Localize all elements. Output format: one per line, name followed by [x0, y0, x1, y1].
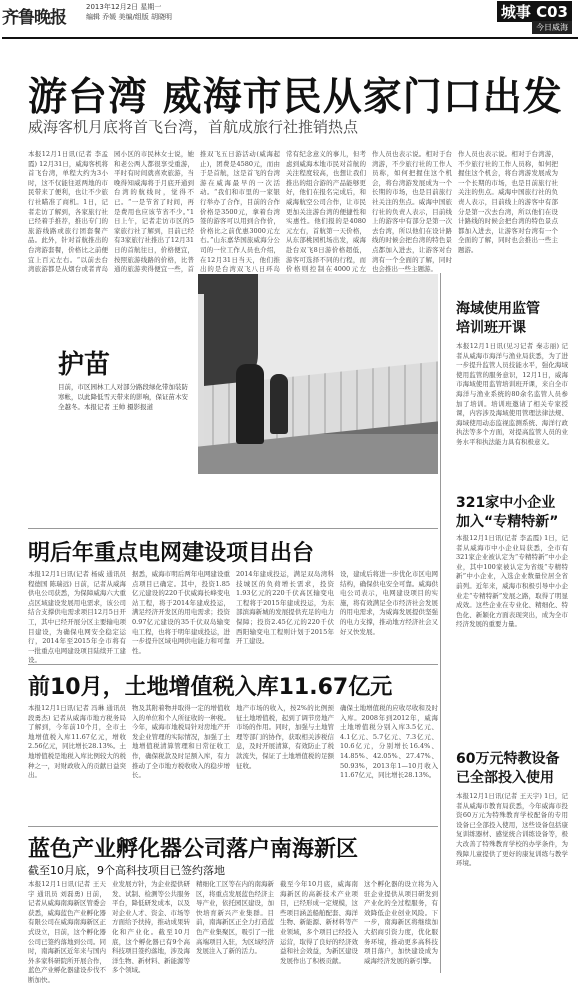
article3-column-1: 本报12月1日讯(记者 冯琳 通讯员 段勇杰) 记者从威海市地方税务局了解到，今年前10个月，全市土地增值税入库11.67亿元，增收2.56亿元，同比增长28.13%。土地增值税是地税入库比例较大的税种之一，对财政收入的贡献日益突出。: [28, 704, 126, 780]
photo-caption-text: 目前，市区园林工人对部分路段绿化带加装防寒帐，以此降低雪天带来的影响，保证苗木安全越冬。本报记者 王帅 摄影报道: [58, 383, 188, 411]
article2-column-4: 设，建成后将进一步优化市区电网结构，确保供电安全可靠。威海供电公司表示，电网建设项目的实施，将有效满足全市经济社会发展的用电需求，为威海发展提供坚强的电力支撑，推动地方经济社会又好又快发展。: [340, 570, 438, 636]
article2-column-1: 本报12月1日讯(记者 杨威 通讯员 程德国 陈瑞远) 日前，记者从威海供电公司获悉，为保障威海六大重点区域建设发展用电需求，该公司结合支撑供电需求项目12月5日开工，其中已经开展分区主要输电项目建设，为确保电网安全稳定运行，2014年至2015年全市将有一批重点电网建设项目陆续开工建设。: [28, 570, 126, 665]
article4-column-2: 业发展方针，为企业提供研发、试制、检测等公共服务平台，降低研发成本，以及对企业人才、资金、市场等方面给予扶持，推动成果转化和产业化。截至10月底，这个孵化器已有9个高科技项目签约落地，涉及海洋生物、新材料、新能源等多个领域。: [112, 880, 190, 975]
article2-headline: 明后年重点电网建设项目出台: [28, 541, 315, 566]
masthead: [0, 0, 580, 36]
article3-column-3: 地产市场的收入，按2%的比例预征土地增值税，起到了调节房地产市场的作用。同时，加强与土地管理等部门的协作，获取相关涉税信息，及时开展清算，有效防止了税款流失，保证了土地增值税的足额征收。: [236, 704, 334, 770]
article4-column-1: 本报12月1日讯(记者 王天宇 通讯员 刘磊勇) 日前，记者从威海南海新区管委会获悉，威海蓝色产业孵化器有限公司在威海南海新区正式设立，目前，这个孵化器公司已签约落地到公司。同时，南海新区近年来与国内外多家科研院所开展合作，蓝色产业孵化器建设步伐不断加快。: [28, 880, 106, 984]
lead-column-5: 作人员也表示说。相对于台湾游，不少旅行社的工作人员称，如何把握住这个机会，将台湾游发展成为一个长期的市场，也是目前旅行社关注的焦点。威海中国旅行社的负责人表示，目前线上的游客中有部分是第一次去台湾，所以他们在设计路线的时候会把台湾的特色景点都加入进去，让游客对台湾有一个全面的了解，同时也会推出一些主题游。: [372, 150, 452, 274]
article4-headline: 蓝色产业孵化器公司落户南海新区: [28, 837, 359, 862]
lead-column-4: 常有纪念意义的事儿，但考虑到威海本地市民对首航的关注程度较高，也想让我们推出的组合游的产品能够更好，他们在报名完成后，和威海航空公司合作，让市民更加关注游台湾的便捷性和实惠性。他们报的是4080元左右，首航第一天价格，从东部桃园机场出发，威海赴台双飞8日游价格超低，游客可选择不同的行程，而价格则控制在4000元左: [286, 150, 366, 274]
section-label: 城事 C03: [497, 1, 572, 22]
lead-column-6: 作人员也表示说。相对于台湾游，不少旅行社的工作人员称，如何把握住这个机会，将台湾游发展成为一个长期的市场，也是目前旅行社关注的焦点。威海中国旅行社的负责人表示，目前线上的游客中有部分是第一次去台湾，所以他们在设计路线的时候会把台湾的特色景点都加入进去，让游客对台湾有一个全面的了解，同时也会推出一些主题游。: [458, 150, 558, 254]
article2-column-3: 2014年建成投运，满足双岛湾科技城区的负荷增长需求，投资1.93亿元的220千伏高区输变电工程将于2015年建成投运，为东部滨海新城的发展提供充足的电力保障；投资2.45亿元的220千伏西阳输变电工程则计划于2015年开工建设。: [236, 570, 334, 646]
issue-date: 2013年12月2日 星期一: [86, 3, 162, 11]
article2-column-2: 据悉，威海市明后两年电网建设重点项目已确定。其中，投资1.85亿元建设的220千伏威海长峰变电站工程，将于2014年建成投运，满足经济开发区的用电需求；投资0.97亿元建设的35千伏双岛输变电工程，也将于明年建成投运，进一步提升区域电网供电能力和可靠性。: [132, 570, 230, 655]
newspaper-logo: 齐鲁晚报: [2, 8, 66, 28]
side-column-3: 本报12月1日讯(记者 王天宇) 1日，记者从威海市教育局获悉，今年威海市投资60万元为特殊教育学校配备的专用设备已全部投入使用，这些设备包括康复训练器材、感觉统合训练设备等，极大改善了特殊教育学校的办学条件，为残障儿童提供了更好的康复训练与教学环境。: [456, 792, 568, 868]
lead-column-3: 推双飞五日游活动(威海起止)，团费是4580元，而由于是首航，这是首飞的台湾游在威海最早的一次活动。“我们和市里的一家银行举办了合作，目前的合作价格是3500元，拿着台湾签的游客可以用到合作价，价格比之前优惠3000元左右。”山东嘉华国旅威海分公司的一位工作人员也介绍，在12月31日当天，他们推出的是台湾双飞八日环岛: [200, 150, 280, 274]
masthead-rule: [2, 37, 578, 39]
article4-column-4: 截至今年10月底，威海南海新区的高新技术产业项目，已经形成一定规模，这些项目涵盖船舶配套、海洋生物、新能源、新材料等产业领域，多个项目已经投入运营，取得了良好的经济效益和社会效益，为新区建设发展作出了积极贡献。: [280, 880, 358, 965]
side-column-1: 本报12月1日讯(见习记者 秦志丽) 记者从威海市海洋与渔业局获悉，为了进一步提升监管人员技能水平，强化海域使用监管的服务意识，12月1日，威海市海域使用监管培训班开课，来自全市海洋与渔业系统的80余名监管人员参加了培训。培训班邀请了相关专家授课，内容涉及海域使用管理法律法规、海域使用动态监视监测系统、海洋行政执法等多个方面，对提高监管人员的业务水平和执法能力具有积极意义。: [456, 342, 568, 446]
lead-headline: 游台湾 威海市民从家门口出发: [28, 75, 563, 120]
article3-headline: 前10月，土地增值税入库11.67亿元: [28, 675, 393, 700]
side-headline-2: 321家中小企业 加入“专精特新”: [456, 495, 559, 530]
lead-column-1: 本报12月1日讯(记者 李孟霞) 12月31日，威海客机将首飞台湾，单程大约为3小时，这不仅能往返两地的市民带来了便利，也让不少旅行社瞄准了商机。1日，记者走访了解到，各家旅行社已经着手推荐，推出专门的旅游线路或旅行团套餐产品。此外，针对首航推出的台湾游套餐，价格比之前便宜上百元左右。“以前去台湾旅游都是从烟台或者青岛: [28, 150, 108, 274]
column-divider: [440, 273, 441, 973]
worker-figure: [270, 374, 288, 434]
article3-column-4: 确保土地增值税的应收尽收和及时入库。2008年到2012年，威海土地增值税分别入库3.5亿元、4.1亿元、5.7亿元、7.3亿元、10.6亿元，分别增长16.4%、14.85%、42.05%、27.47%、50.93%，2013年1—10月收入11.67亿元，同比增长28.13%。: [340, 704, 438, 780]
editors-line: 编辑 乔媛 美编/组版 胡晓明: [86, 13, 173, 21]
photo-caption-title: 护苗: [58, 350, 111, 380]
news-photo: [28, 274, 438, 474]
worker-figure: [236, 364, 264, 444]
lead-column-2: 园小区的市民林女士说，她和老公两人都很享受重游，平时有时间就喜欢旅游，当晚得知威海将于月底开通到台湾的航线时，觉得不已。“一是节省了时间，再是费用也应该节省不少。”1日上午，记者走访市区的5家旅行社了解到，目前已经有3家旅行社推出了12月31日的首航往日，价格便宜，按照旅游线路的价格，比普通的旅游卖得便宜一些，首: [114, 150, 194, 274]
lead-subheadline: 威海客机月底将首飞台湾，首航成旅行社推销热点: [28, 118, 359, 136]
side-headline-1: 海域使用监管 培训班开课: [456, 301, 540, 336]
article3-column-2: 物及其附着物并取得一定的增值收入的单位和个人所征收的一种税。今年，威海市地税局针对房地产开发企业管理的实际情况，加强了土地增值税清算管理和日常征收工作，确保税款及时足额入库，有力推动了全市地方税收收入的稳步增长。: [132, 704, 230, 780]
article4-column-5: 这个孵化器的设立将为入驻企业提供从项目研发到产业化的全过程服务，有效降低企业创业风险。下一步，南海新区将继续加大招商引资力度，优化服务环境，推动更多高科技项目落户，加快建设成为威海经济发展的新引擎。: [364, 880, 438, 965]
side-headline-3: 60万元特教设备 已全部投入使用: [456, 751, 560, 786]
subsection-label: 今日威海: [532, 21, 572, 34]
side-column-2: 本报12月1日讯(记者 李孟霞) 1日，记者从威海市中小企业局获悉，全市有321家企业被认定为“专精特新”中小企业，其中100家被认定为省级“专精特新”中小企业，入选企业数量位居全省前列。近年来，威海市积极引导中小企业走“专精特新”发展之路，取得了明显成效。这些企业在专业化、精细化、特色化、新颖化方面表现突出，成为全市经济发展的重要力量。: [456, 534, 568, 629]
article4-subheadline: 截至10月底，9个高科技项目已签约落地: [28, 864, 225, 877]
article4-column-3: 精细化工区等在内的南海新区，将重点发展蓝色经济主导产业，依托园区建设，加快培育新兴产业集群。目前，南海新区正全力打造蓝色产业集聚区，吸引了一批高端项目入驻，为区域经济发展注入了新的活力。: [196, 880, 274, 956]
